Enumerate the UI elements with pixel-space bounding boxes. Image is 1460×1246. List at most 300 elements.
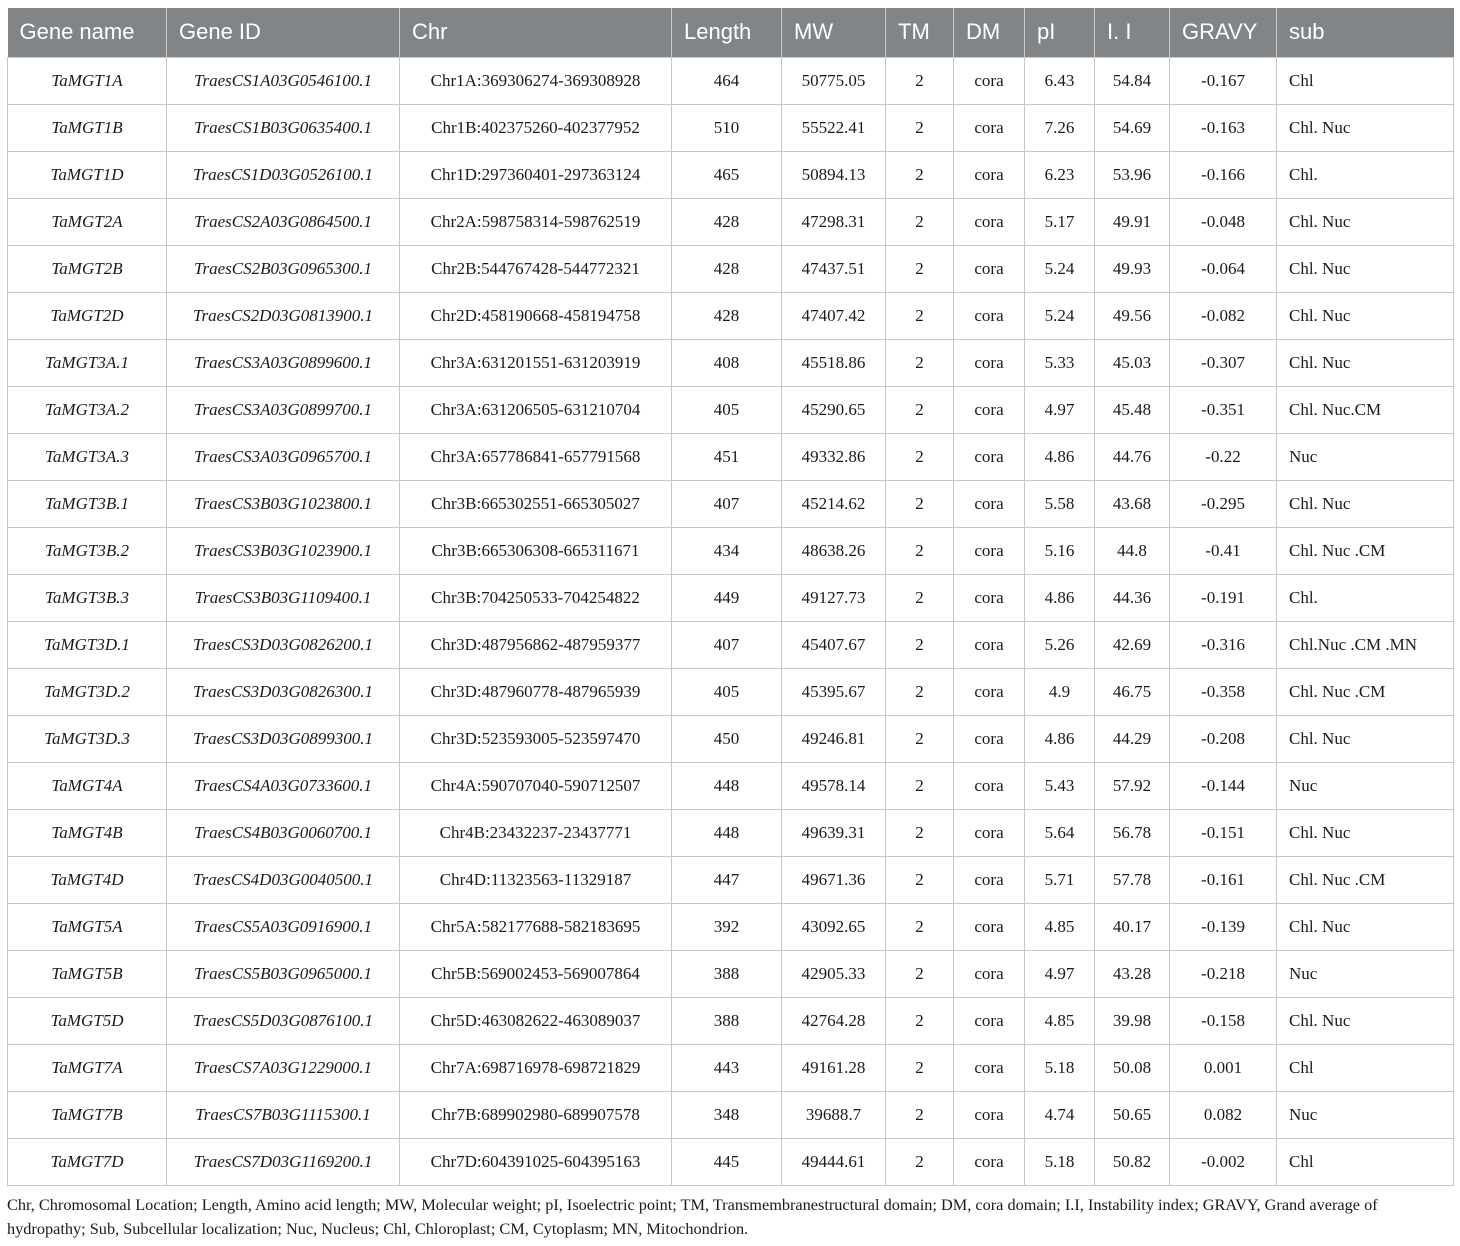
cell-gene-name: TaMGT5A bbox=[8, 903, 167, 950]
cell-pi: 5.24 bbox=[1025, 292, 1095, 339]
cell-tm: 2 bbox=[886, 151, 954, 198]
cell-gravy: -0.22 bbox=[1170, 433, 1277, 480]
cell-gene-name: TaMGT3B.3 bbox=[8, 574, 167, 621]
cell-length: 450 bbox=[672, 715, 782, 762]
cell-mw: 45395.67 bbox=[782, 668, 886, 715]
cell-length: 445 bbox=[672, 1138, 782, 1185]
cell-sub: Chl. Nuc bbox=[1277, 715, 1454, 762]
cell-gene-id: TraesCS4B03G0060700.1 bbox=[167, 809, 400, 856]
table-row bbox=[8, 1091, 1454, 1138]
header-tm: TM bbox=[886, 8, 954, 57]
cell-instability-index: 50.65 bbox=[1095, 1091, 1170, 1138]
cell-sub: Chl. Nuc bbox=[1277, 903, 1454, 950]
cell-chr: Chr1D:297360401-297363124 bbox=[400, 151, 672, 198]
cell-gene-name: TaMGT3A.1 bbox=[8, 339, 167, 386]
cell-instability-index: 49.91 bbox=[1095, 198, 1170, 245]
cell-instability-index: 44.29 bbox=[1095, 715, 1170, 762]
cell-sub: Chl. Nuc bbox=[1277, 198, 1454, 245]
cell-sub: Chl. bbox=[1277, 574, 1454, 621]
cell-tm: 2 bbox=[886, 198, 954, 245]
cell-gravy: -0.161 bbox=[1170, 856, 1277, 903]
cell-dm: cora bbox=[954, 480, 1025, 527]
cell-instability-index: 39.98 bbox=[1095, 997, 1170, 1044]
cell-gravy: -0.139 bbox=[1170, 903, 1277, 950]
cell-gravy: -0.082 bbox=[1170, 292, 1277, 339]
cell-chr: Chr7A:698716978-698721829 bbox=[400, 1044, 672, 1091]
cell-instability-index: 50.82 bbox=[1095, 1138, 1170, 1185]
table-row bbox=[8, 527, 1454, 574]
cell-instability-index: 46.75 bbox=[1095, 668, 1170, 715]
cell-gene-name: TaMGT2B bbox=[8, 245, 167, 292]
cell-gene-name: TaMGT2D bbox=[8, 292, 167, 339]
cell-tm: 2 bbox=[886, 339, 954, 386]
cell-sub: Chl. Nuc bbox=[1277, 104, 1454, 151]
cell-length: 464 bbox=[672, 57, 782, 104]
cell-instability-index: 53.96 bbox=[1095, 151, 1170, 198]
cell-gene-id: TraesCS3A03G0899600.1 bbox=[167, 339, 400, 386]
cell-gene-name: TaMGT4B bbox=[8, 809, 167, 856]
cell-tm: 2 bbox=[886, 668, 954, 715]
cell-gene-id: TraesCS3A03G0899700.1 bbox=[167, 386, 400, 433]
cell-gravy: -0.208 bbox=[1170, 715, 1277, 762]
cell-length: 434 bbox=[672, 527, 782, 574]
cell-mw: 55522.41 bbox=[782, 104, 886, 151]
cell-chr: Chr4D:11323563-11329187 bbox=[400, 856, 672, 903]
cell-gravy: 0.082 bbox=[1170, 1091, 1277, 1138]
table-row bbox=[8, 1044, 1454, 1091]
cell-instability-index: 44.36 bbox=[1095, 574, 1170, 621]
table-body bbox=[8, 57, 1454, 1185]
cell-gene-id: TraesCS4D03G0040500.1 bbox=[167, 856, 400, 903]
cell-length: 348 bbox=[672, 1091, 782, 1138]
table-row bbox=[8, 386, 1454, 433]
cell-gene-name: TaMGT7D bbox=[8, 1138, 167, 1185]
cell-mw: 49246.81 bbox=[782, 715, 886, 762]
cell-gravy: -0.151 bbox=[1170, 809, 1277, 856]
cell-mw: 45214.62 bbox=[782, 480, 886, 527]
cell-mw: 48638.26 bbox=[782, 527, 886, 574]
cell-gravy: -0.166 bbox=[1170, 151, 1277, 198]
cell-pi: 5.18 bbox=[1025, 1044, 1095, 1091]
cell-mw: 42764.28 bbox=[782, 997, 886, 1044]
cell-pi: 4.86 bbox=[1025, 715, 1095, 762]
cell-length: 428 bbox=[672, 198, 782, 245]
cell-length: 407 bbox=[672, 480, 782, 527]
cell-gene-id: TraesCS1B03G0635400.1 bbox=[167, 104, 400, 151]
cell-instability-index: 45.03 bbox=[1095, 339, 1170, 386]
table-row bbox=[8, 762, 1454, 809]
cell-tm: 2 bbox=[886, 1044, 954, 1091]
cell-mw: 49578.14 bbox=[782, 762, 886, 809]
cell-sub: Nuc bbox=[1277, 433, 1454, 480]
cell-gene-id: TraesCS7B03G1115300.1 bbox=[167, 1091, 400, 1138]
cell-gene-id: TraesCS5B03G0965000.1 bbox=[167, 950, 400, 997]
cell-tm: 2 bbox=[886, 715, 954, 762]
cell-gene-name: TaMGT2A bbox=[8, 198, 167, 245]
cell-mw: 50775.05 bbox=[782, 57, 886, 104]
cell-mw: 47437.51 bbox=[782, 245, 886, 292]
cell-length: 405 bbox=[672, 386, 782, 433]
cell-length: 449 bbox=[672, 574, 782, 621]
table-row bbox=[8, 668, 1454, 715]
header-sub: sub bbox=[1277, 8, 1454, 57]
cell-gravy: -0.144 bbox=[1170, 762, 1277, 809]
cell-dm: cora bbox=[954, 339, 1025, 386]
cell-sub: Chl. Nuc.CM bbox=[1277, 386, 1454, 433]
cell-sub: Chl. Nuc .CM bbox=[1277, 527, 1454, 574]
header-gene-name: Gene name bbox=[8, 8, 167, 57]
cell-gene-name: TaMGT1B bbox=[8, 104, 167, 151]
header-gene-id: Gene ID bbox=[167, 8, 400, 57]
cell-sub: Nuc bbox=[1277, 950, 1454, 997]
cell-chr: Chr5A:582177688-582183695 bbox=[400, 903, 672, 950]
cell-dm: cora bbox=[954, 245, 1025, 292]
cell-instability-index: 56.78 bbox=[1095, 809, 1170, 856]
cell-instability-index: 54.69 bbox=[1095, 104, 1170, 151]
cell-pi: 5.24 bbox=[1025, 245, 1095, 292]
cell-instability-index: 57.78 bbox=[1095, 856, 1170, 903]
cell-instability-index: 44.76 bbox=[1095, 433, 1170, 480]
cell-gene-id: TraesCS3A03G0965700.1 bbox=[167, 433, 400, 480]
cell-gene-name: TaMGT1A bbox=[8, 57, 167, 104]
cell-gene-name: TaMGT3D.1 bbox=[8, 621, 167, 668]
cell-length: 448 bbox=[672, 809, 782, 856]
cell-chr: Chr3A:657786841-657791568 bbox=[400, 433, 672, 480]
cell-chr: Chr4A:590707040-590712507 bbox=[400, 762, 672, 809]
cell-dm: cora bbox=[954, 762, 1025, 809]
cell-gravy: -0.358 bbox=[1170, 668, 1277, 715]
cell-instability-index: 57.92 bbox=[1095, 762, 1170, 809]
cell-gene-id: TraesCS1D03G0526100.1 bbox=[167, 151, 400, 198]
cell-gravy: -0.41 bbox=[1170, 527, 1277, 574]
cell-mw: 49161.28 bbox=[782, 1044, 886, 1091]
table-row bbox=[8, 339, 1454, 386]
cell-dm: cora bbox=[954, 527, 1025, 574]
cell-length: 405 bbox=[672, 668, 782, 715]
cell-dm: cora bbox=[954, 57, 1025, 104]
cell-chr: Chr5D:463082622-463089037 bbox=[400, 997, 672, 1044]
cell-dm: cora bbox=[954, 856, 1025, 903]
cell-instability-index: 54.84 bbox=[1095, 57, 1170, 104]
cell-tm: 2 bbox=[886, 245, 954, 292]
cell-gene-id: TraesCS5D03G0876100.1 bbox=[167, 997, 400, 1044]
cell-gravy: -0.167 bbox=[1170, 57, 1277, 104]
cell-tm: 2 bbox=[886, 386, 954, 433]
cell-tm: 2 bbox=[886, 292, 954, 339]
cell-gene-id: TraesCS3D03G0826200.1 bbox=[167, 621, 400, 668]
cell-gene-name: TaMGT3A.2 bbox=[8, 386, 167, 433]
cell-gene-name: TaMGT7B bbox=[8, 1091, 167, 1138]
cell-length: 510 bbox=[672, 104, 782, 151]
header-gravy: GRAVY bbox=[1170, 8, 1277, 57]
cell-gene-id: TraesCS2D03G0813900.1 bbox=[167, 292, 400, 339]
cell-mw: 45290.65 bbox=[782, 386, 886, 433]
cell-gravy: -0.002 bbox=[1170, 1138, 1277, 1185]
cell-chr: Chr3B:665302551-665305027 bbox=[400, 480, 672, 527]
cell-gene-name: TaMGT3B.1 bbox=[8, 480, 167, 527]
cell-mw: 49639.31 bbox=[782, 809, 886, 856]
cell-dm: cora bbox=[954, 1138, 1025, 1185]
cell-dm: cora bbox=[954, 1044, 1025, 1091]
cell-gene-id: TraesCS1A03G0546100.1 bbox=[167, 57, 400, 104]
cell-sub: Chl. Nuc bbox=[1277, 809, 1454, 856]
cell-tm: 2 bbox=[886, 433, 954, 480]
cell-pi: 5.58 bbox=[1025, 480, 1095, 527]
cell-gene-name: TaMGT7A bbox=[8, 1044, 167, 1091]
cell-instability-index: 49.56 bbox=[1095, 292, 1170, 339]
cell-dm: cora bbox=[954, 292, 1025, 339]
table-row bbox=[8, 950, 1454, 997]
cell-length: 388 bbox=[672, 950, 782, 997]
table-row bbox=[8, 574, 1454, 621]
cell-chr: Chr3A:631206505-631210704 bbox=[400, 386, 672, 433]
cell-mw: 47407.42 bbox=[782, 292, 886, 339]
cell-dm: cora bbox=[954, 621, 1025, 668]
cell-gene-id: TraesCS5A03G0916900.1 bbox=[167, 903, 400, 950]
cell-tm: 2 bbox=[886, 856, 954, 903]
cell-sub: Chl.Nuc .CM .MN bbox=[1277, 621, 1454, 668]
cell-instability-index: 42.69 bbox=[1095, 621, 1170, 668]
cell-instability-index: 43.28 bbox=[1095, 950, 1170, 997]
cell-mw: 43092.65 bbox=[782, 903, 886, 950]
cell-pi: 5.43 bbox=[1025, 762, 1095, 809]
cell-sub: Nuc bbox=[1277, 762, 1454, 809]
cell-gravy: 0.001 bbox=[1170, 1044, 1277, 1091]
table-row bbox=[8, 198, 1454, 245]
table-row bbox=[8, 809, 1454, 856]
table-row bbox=[8, 715, 1454, 762]
table-row bbox=[8, 104, 1454, 151]
cell-gene-id: TraesCS3B03G1023800.1 bbox=[167, 480, 400, 527]
cell-mw: 50894.13 bbox=[782, 151, 886, 198]
table-row bbox=[8, 997, 1454, 1044]
cell-gravy: -0.316 bbox=[1170, 621, 1277, 668]
cell-sub: Chl bbox=[1277, 57, 1454, 104]
cell-pi: 7.26 bbox=[1025, 104, 1095, 151]
cell-pi: 5.16 bbox=[1025, 527, 1095, 574]
cell-dm: cora bbox=[954, 1091, 1025, 1138]
cell-chr: Chr3A:631201551-631203919 bbox=[400, 339, 672, 386]
cell-dm: cora bbox=[954, 809, 1025, 856]
cell-length: 408 bbox=[672, 339, 782, 386]
cell-dm: cora bbox=[954, 386, 1025, 433]
table-row bbox=[8, 433, 1454, 480]
cell-mw: 39688.7 bbox=[782, 1091, 886, 1138]
cell-sub: Chl. bbox=[1277, 151, 1454, 198]
cell-tm: 2 bbox=[886, 997, 954, 1044]
cell-tm: 2 bbox=[886, 950, 954, 997]
cell-dm: cora bbox=[954, 574, 1025, 621]
cell-gravy: -0.158 bbox=[1170, 997, 1277, 1044]
cell-dm: cora bbox=[954, 715, 1025, 762]
cell-tm: 2 bbox=[886, 621, 954, 668]
cell-dm: cora bbox=[954, 151, 1025, 198]
cell-gene-name: TaMGT3A.3 bbox=[8, 433, 167, 480]
cell-dm: cora bbox=[954, 997, 1025, 1044]
header-mw: MW bbox=[782, 8, 886, 57]
cell-chr: Chr3B:704250533-704254822 bbox=[400, 574, 672, 621]
cell-mw: 45407.67 bbox=[782, 621, 886, 668]
header-instability-index: I. I bbox=[1095, 8, 1170, 57]
cell-pi: 4.86 bbox=[1025, 433, 1095, 480]
cell-gravy: -0.048 bbox=[1170, 198, 1277, 245]
table-row bbox=[8, 1138, 1454, 1185]
cell-instability-index: 49.93 bbox=[1095, 245, 1170, 292]
cell-dm: cora bbox=[954, 198, 1025, 245]
cell-dm: cora bbox=[954, 950, 1025, 997]
cell-gene-name: TaMGT5B bbox=[8, 950, 167, 997]
cell-sub: Chl. Nuc bbox=[1277, 292, 1454, 339]
cell-gravy: -0.295 bbox=[1170, 480, 1277, 527]
cell-gene-id: TraesCS2A03G0864500.1 bbox=[167, 198, 400, 245]
cell-gravy: -0.064 bbox=[1170, 245, 1277, 292]
cell-chr: Chr1A:369306274-369308928 bbox=[400, 57, 672, 104]
cell-pi: 5.64 bbox=[1025, 809, 1095, 856]
table-row bbox=[8, 621, 1454, 668]
cell-chr: Chr3D:487956862-487959377 bbox=[400, 621, 672, 668]
cell-gene-id: TraesCS3D03G0826300.1 bbox=[167, 668, 400, 715]
cell-gene-name: TaMGT5D bbox=[8, 997, 167, 1044]
table-row bbox=[8, 57, 1454, 104]
cell-sub: Chl. Nuc bbox=[1277, 997, 1454, 1044]
cell-gene-id: TraesCS2B03G0965300.1 bbox=[167, 245, 400, 292]
cell-mw: 49332.86 bbox=[782, 433, 886, 480]
cell-pi: 6.23 bbox=[1025, 151, 1095, 198]
cell-pi: 4.85 bbox=[1025, 997, 1095, 1044]
cell-pi: 4.9 bbox=[1025, 668, 1095, 715]
cell-chr: Chr3D:523593005-523597470 bbox=[400, 715, 672, 762]
cell-chr: Chr3D:487960778-487965939 bbox=[400, 668, 672, 715]
cell-pi: 4.86 bbox=[1025, 574, 1095, 621]
cell-pi: 5.71 bbox=[1025, 856, 1095, 903]
cell-length: 448 bbox=[672, 762, 782, 809]
cell-mw: 49127.73 bbox=[782, 574, 886, 621]
cell-gene-name: TaMGT3D.2 bbox=[8, 668, 167, 715]
cell-length: 465 bbox=[672, 151, 782, 198]
cell-pi: 5.33 bbox=[1025, 339, 1095, 386]
cell-instability-index: 50.08 bbox=[1095, 1044, 1170, 1091]
cell-gene-id: TraesCS4A03G0733600.1 bbox=[167, 762, 400, 809]
cell-length: 407 bbox=[672, 621, 782, 668]
header-pi: pI bbox=[1025, 8, 1095, 57]
cell-mw: 42905.33 bbox=[782, 950, 886, 997]
cell-length: 428 bbox=[672, 245, 782, 292]
cell-dm: cora bbox=[954, 668, 1025, 715]
cell-chr: Chr1B:402375260-402377952 bbox=[400, 104, 672, 151]
table-row bbox=[8, 292, 1454, 339]
table-row bbox=[8, 151, 1454, 198]
cell-pi: 5.17 bbox=[1025, 198, 1095, 245]
cell-mw: 49671.36 bbox=[782, 856, 886, 903]
cell-length: 451 bbox=[672, 433, 782, 480]
header-dm: DM bbox=[954, 8, 1025, 57]
cell-length: 428 bbox=[672, 292, 782, 339]
cell-tm: 2 bbox=[886, 527, 954, 574]
cell-gene-name: TaMGT4D bbox=[8, 856, 167, 903]
cell-gene-id: TraesCS3B03G1109400.1 bbox=[167, 574, 400, 621]
cell-sub: Chl. Nuc .CM bbox=[1277, 668, 1454, 715]
cell-gene-name: TaMGT1D bbox=[8, 151, 167, 198]
cell-gravy: -0.191 bbox=[1170, 574, 1277, 621]
cell-tm: 2 bbox=[886, 57, 954, 104]
cell-gravy: -0.307 bbox=[1170, 339, 1277, 386]
cell-instability-index: 40.17 bbox=[1095, 903, 1170, 950]
cell-tm: 2 bbox=[886, 480, 954, 527]
cell-mw: 47298.31 bbox=[782, 198, 886, 245]
cell-tm: 2 bbox=[886, 574, 954, 621]
cell-pi: 6.43 bbox=[1025, 57, 1095, 104]
cell-chr: Chr5B:569002453-569007864 bbox=[400, 950, 672, 997]
cell-gene-name: TaMGT4A bbox=[8, 762, 167, 809]
cell-instability-index: 45.48 bbox=[1095, 386, 1170, 433]
cell-sub: Chl bbox=[1277, 1138, 1454, 1185]
cell-tm: 2 bbox=[886, 1091, 954, 1138]
cell-dm: cora bbox=[954, 433, 1025, 480]
cell-mw: 45518.86 bbox=[782, 339, 886, 386]
cell-gene-id: TraesCS3B03G1023900.1 bbox=[167, 527, 400, 574]
header-chr: Chr bbox=[400, 8, 672, 57]
header-length: Length bbox=[672, 8, 782, 57]
cell-chr: Chr2D:458190668-458194758 bbox=[400, 292, 672, 339]
gene-properties-table bbox=[7, 8, 1454, 1186]
cell-gene-name: TaMGT3D.3 bbox=[8, 715, 167, 762]
cell-tm: 2 bbox=[886, 104, 954, 151]
cell-sub: Chl. Nuc bbox=[1277, 339, 1454, 386]
table-header-row bbox=[8, 8, 1454, 57]
cell-pi: 4.97 bbox=[1025, 386, 1095, 433]
cell-tm: 2 bbox=[886, 762, 954, 809]
cell-chr: Chr4B:23432237-23437771 bbox=[400, 809, 672, 856]
cell-length: 443 bbox=[672, 1044, 782, 1091]
cell-tm: 2 bbox=[886, 809, 954, 856]
cell-gravy: -0.163 bbox=[1170, 104, 1277, 151]
cell-dm: cora bbox=[954, 104, 1025, 151]
cell-pi: 4.97 bbox=[1025, 950, 1095, 997]
cell-sub: Chl. Nuc .CM bbox=[1277, 856, 1454, 903]
cell-gravy: -0.351 bbox=[1170, 386, 1277, 433]
cell-instability-index: 43.68 bbox=[1095, 480, 1170, 527]
cell-dm: cora bbox=[954, 903, 1025, 950]
cell-chr: Chr7D:604391025-604395163 bbox=[400, 1138, 672, 1185]
cell-pi: 5.26 bbox=[1025, 621, 1095, 668]
cell-tm: 2 bbox=[886, 1138, 954, 1185]
cell-length: 447 bbox=[672, 856, 782, 903]
table-row bbox=[8, 856, 1454, 903]
cell-sub: Chl. Nuc bbox=[1277, 480, 1454, 527]
cell-length: 388 bbox=[672, 997, 782, 1044]
cell-gene-id: TraesCS7D03G1169200.1 bbox=[167, 1138, 400, 1185]
table-row bbox=[8, 245, 1454, 292]
cell-sub: Nuc bbox=[1277, 1091, 1454, 1138]
cell-length: 392 bbox=[672, 903, 782, 950]
table-row bbox=[8, 903, 1454, 950]
cell-gene-id: TraesCS3D03G0899300.1 bbox=[167, 715, 400, 762]
table-caption: Chr, Chromosomal Location; Length, Amino acid length; MW, Molecular weight; pI, Isoelectric point; TM, Transmembranestructural domain; DM, cora domain; I.I, Instability index; GRAVY, Grand average of hydropathy; Sub, Subcellular localization; Nuc, Nucleus; Chl, Chloroplast; CM, Cytoplasm; MN, Mitochondrion. bbox=[7, 1195, 1378, 1238]
gene-table-container bbox=[7, 8, 1453, 1186]
cell-mw: 49444.61 bbox=[782, 1138, 886, 1185]
cell-gene-name: TaMGT3B.2 bbox=[8, 527, 167, 574]
cell-sub: Chl bbox=[1277, 1044, 1454, 1091]
cell-instability-index: 44.8 bbox=[1095, 527, 1170, 574]
cell-pi: 4.85 bbox=[1025, 903, 1095, 950]
cell-chr: Chr2A:598758314-598762519 bbox=[400, 198, 672, 245]
cell-pi: 4.74 bbox=[1025, 1091, 1095, 1138]
cell-gene-id: TraesCS7A03G1229000.1 bbox=[167, 1044, 400, 1091]
cell-chr: Chr2B:544767428-544772321 bbox=[400, 245, 672, 292]
cell-sub: Chl. Nuc bbox=[1277, 245, 1454, 292]
cell-chr: Chr3B:665306308-665311671 bbox=[400, 527, 672, 574]
cell-chr: Chr7B:689902980-689907578 bbox=[400, 1091, 672, 1138]
